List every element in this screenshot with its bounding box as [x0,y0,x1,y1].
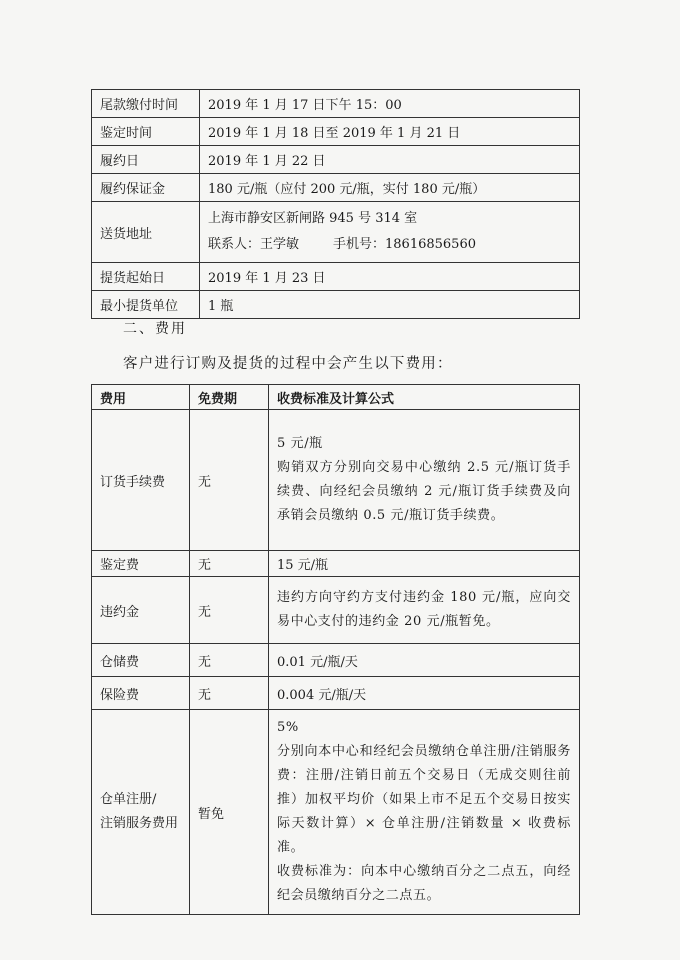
fee-name: 订货手续费 [92,410,190,551]
contact-line [208,232,571,258]
fee-name [92,710,190,915]
row-value: 180 元/瓶（应付 200 元/瓶，实付 180 元/瓶） [200,174,580,202]
fee-description: 分别向本中心和经纪会员缴纳仓单注册/注销服务费：注册/注销日前五个交易日（无成交则往前推）加权平均价（如果上市不足五个交易日按实际天数计算）× 仓单注册/注销数量 × 收费标准。 [277,744,571,855]
table-row [92,677,580,710]
row-label: 尾款缴付时间 [92,90,200,118]
header-fee: 费用 [92,385,190,410]
fee-free-period: 无 [190,577,269,644]
table-row [92,174,580,202]
fee-free-period: 暂免 [190,710,269,915]
fees-table [91,384,580,915]
address-line: 上海市静安区新闸路 945 号 314 室 [208,211,418,226]
fee-rate: 0.004 元/瓶/天 [269,677,580,710]
contact-name: 联系人：王学敏 [208,237,300,252]
row-value: 2019 年 1 月 18 日至 2019 年 1 月 21 日 [200,118,580,146]
fee-name-line: 仓单注册/ [100,792,157,807]
table-header-row [92,385,580,410]
table-row [92,263,580,291]
row-value: 2019 年 1 月 23 日 [200,263,580,291]
table-row [92,577,580,644]
section-heading: 二、费用 [123,321,187,337]
fee-name: 仓储费 [92,644,190,677]
fee-name-line: 注销服务费用 [100,816,179,831]
fee-name: 保险费 [92,677,190,710]
fee-free-period: 无 [190,551,269,577]
table-row [92,710,580,915]
table-row [92,410,580,551]
contact-phone: 手机号：18616856560 [333,237,476,252]
fee-name: 鉴定费 [92,551,190,577]
table-row [92,118,580,146]
intro-text: 客户进行订购及提货的过程中会产生以下费用： [123,356,453,372]
table-row [92,146,580,174]
fee-free-period: 无 [190,644,269,677]
fee-description: 购销双方分别向交易中心缴纳 2.5 元/瓶订货手续费、向经纪会员缴纳 2 元/瓶订货手续费及向承销会员缴纳 0.5 元/瓶订货手续费。 [277,460,571,523]
fee-standard [269,710,580,915]
row-value: 1 瓶 [200,291,580,319]
fee-rate: 15 元/瓶 [269,551,580,577]
header-free-period: 免费期 [190,385,269,410]
fee-free-period: 无 [190,677,269,710]
table-row [92,202,580,263]
fee-description: 违约方向守约方支付违约金 180 元/瓶，应向交易中心支付的违约金 20 元/瓶暂免。 [277,590,571,629]
header-standard: 收费标准及计算公式 [269,385,580,410]
table-row [92,90,580,118]
address-cell [200,202,580,263]
row-label: 履约保证金 [92,174,200,202]
fee-standard [269,410,580,551]
row-label: 最小提货单位 [92,291,200,319]
fee-standard-note: 收费标准为：向本中心缴纳百分之二点五，向经纪会员缴纳百分之二点五。 [277,864,571,903]
fee-rate: 0.01 元/瓶/天 [269,644,580,677]
row-value: 2019 年 1 月 22 日 [200,146,580,174]
row-label: 鉴定时间 [92,118,200,146]
fee-name: 违约金 [92,577,190,644]
row-value: 2019 年 1 月 17 日下午 15：00 [200,90,580,118]
fee-standard [269,577,580,644]
delivery-info-table [91,89,580,319]
table-row [92,551,580,577]
fee-rate: 5 元/瓶 [277,436,323,451]
row-label: 履约日 [92,146,200,174]
fee-free-period: 无 [190,410,269,551]
table-row [92,291,580,319]
row-label: 送货地址 [92,202,200,263]
table-row [92,644,580,677]
row-label: 提货起始日 [92,263,200,291]
fee-rate: 5% [277,720,299,735]
